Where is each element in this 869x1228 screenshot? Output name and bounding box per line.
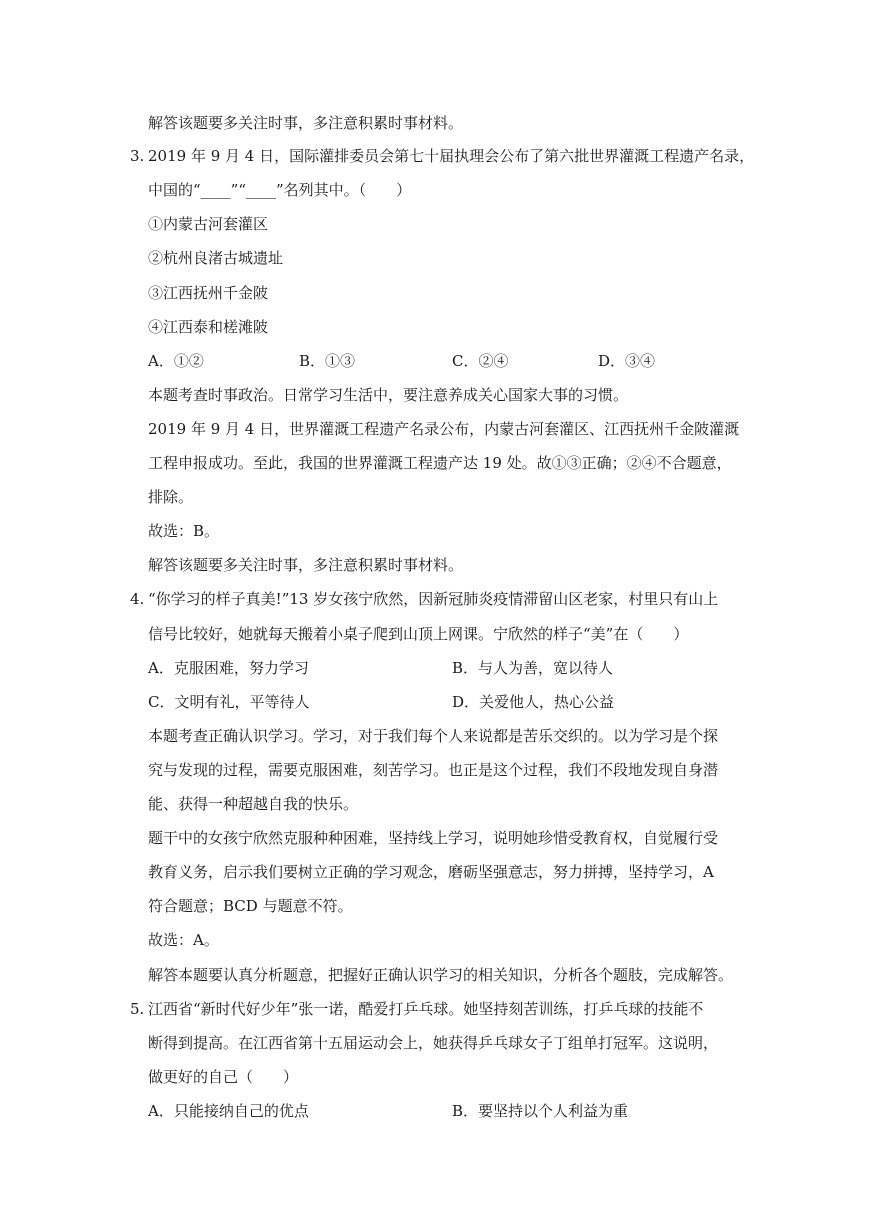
q3-item-1: ①内蒙古河套灌区 <box>148 215 269 233</box>
q5-option-a: A．只能接纳自己的优点 <box>148 1102 309 1120</box>
q3-stem-line2: 中国的“____”“____”名列其中。（ ） <box>148 181 412 199</box>
q3-analysis-line4: 排除。 <box>148 488 194 506</box>
q4-stem-line2: 信号比较好，她就每天搬着小桌子爬到山顶上网课。宁欣然的样子“美”在（ ） <box>148 625 689 643</box>
q4-option-a: A．克服困难，努力学习 <box>148 659 309 677</box>
q3-note: 解答该题要多关注时事，多注意积累时事材料。 <box>148 556 464 574</box>
q3-item-3: ③江西抚州千金陂 <box>148 284 269 302</box>
q3-analysis-line3: 工程申报成功。至此，我国的世界灌溉工程遗产达 19 处。故①③正确；②④不合题意， <box>148 454 732 472</box>
q3-option-a: A．①② <box>148 352 204 370</box>
q3-analysis-line1: 本题考查时事政治。日常学习生活中，要注意养成关心国家大事的习惯。 <box>148 386 629 404</box>
q3-item-4: ④江西泰和槎滩陂 <box>148 318 269 336</box>
q3-option-c: C．②④ <box>452 352 509 370</box>
q3-option-d: D．③④ <box>598 352 656 370</box>
q4-number: 4. <box>130 590 145 608</box>
q3-answer: 故选：B。 <box>148 522 220 540</box>
q4-analysis-line4: 题干中的女孩宁欣然克服种种困难，坚持线上学习，说明她珍惜受教育权，自觉履行受 <box>148 829 719 847</box>
q4-analysis-line1: 本题考查正确认识学习。学习，对于我们每个人来说都是苦乐交织的。以为学习是个探 <box>148 727 719 745</box>
q3-option-b: B．①③ <box>299 352 356 370</box>
q5-option-b: B．要坚持以个人利益为重 <box>452 1102 629 1120</box>
q4-option-d: D．关爱他人，热心公益 <box>452 693 615 711</box>
q3-item-2: ②杭州良渚古城遗址 <box>148 249 284 267</box>
q4-analysis-line5: 教育义务，启示我们要树立正确的学习观念，磨砺坚强意志，努力拼搏，坚持学习，A <box>148 863 714 881</box>
q5-stem-line3: 做更好的自己（ ） <box>148 1068 299 1086</box>
q4-answer: 故选：A。 <box>148 931 219 949</box>
q5-stem-line2: 断得到提高。在江西省第十五届运动会上，她获得乒乓球女子丁组单打冠军。这说明， <box>148 1034 719 1052</box>
q4-analysis-line3: 能、获得一种超越自我的快乐。 <box>148 795 359 813</box>
q3-analysis-line2: 2019 年 9 月 4 日，世界灌溉工程遗产名录公布，内蒙古河套灌区、江西抚州千金陂灌溉 <box>148 420 740 438</box>
q5-number: 5. <box>130 1000 145 1018</box>
q5-stem-line1: 江西省“新时代好少年”张一诺，酷爱打乒乓球。她坚持刻苦训练，打乒乓球的技能不 <box>148 1000 704 1018</box>
q3-number: 3. <box>130 147 145 165</box>
q3-stem-line1: 2019 年 9 月 4 日，国际灌排委员会第七十届执理会公布了第六批世界灌溉工程遗产名录， <box>148 147 755 165</box>
q4-note: 解答本题要认真分析题意，把握好正确认识学习的相关知识，分析各个题肢，完成解答。 <box>148 966 734 984</box>
q4-option-b: B．与人为善，宽以待人 <box>452 659 614 677</box>
q2-note: 解答该题要多关注时事，多注意积累时事材料。 <box>148 114 464 132</box>
q4-analysis-line6: 符合题意；BCD 与题意不符。 <box>148 897 353 915</box>
q4-analysis-line2: 究与发现的过程，需要克服困难，刻苦学习。也正是这个过程，我们不段地发现自身潜 <box>148 761 719 779</box>
q4-option-c: C．文明有礼，平等待人 <box>148 693 310 711</box>
q4-stem-line1: “你学习的样子真美!”13 岁女孩宁欣然，因新冠肺炎疫情滞留山区老家，村里只有山上 <box>148 590 719 608</box>
